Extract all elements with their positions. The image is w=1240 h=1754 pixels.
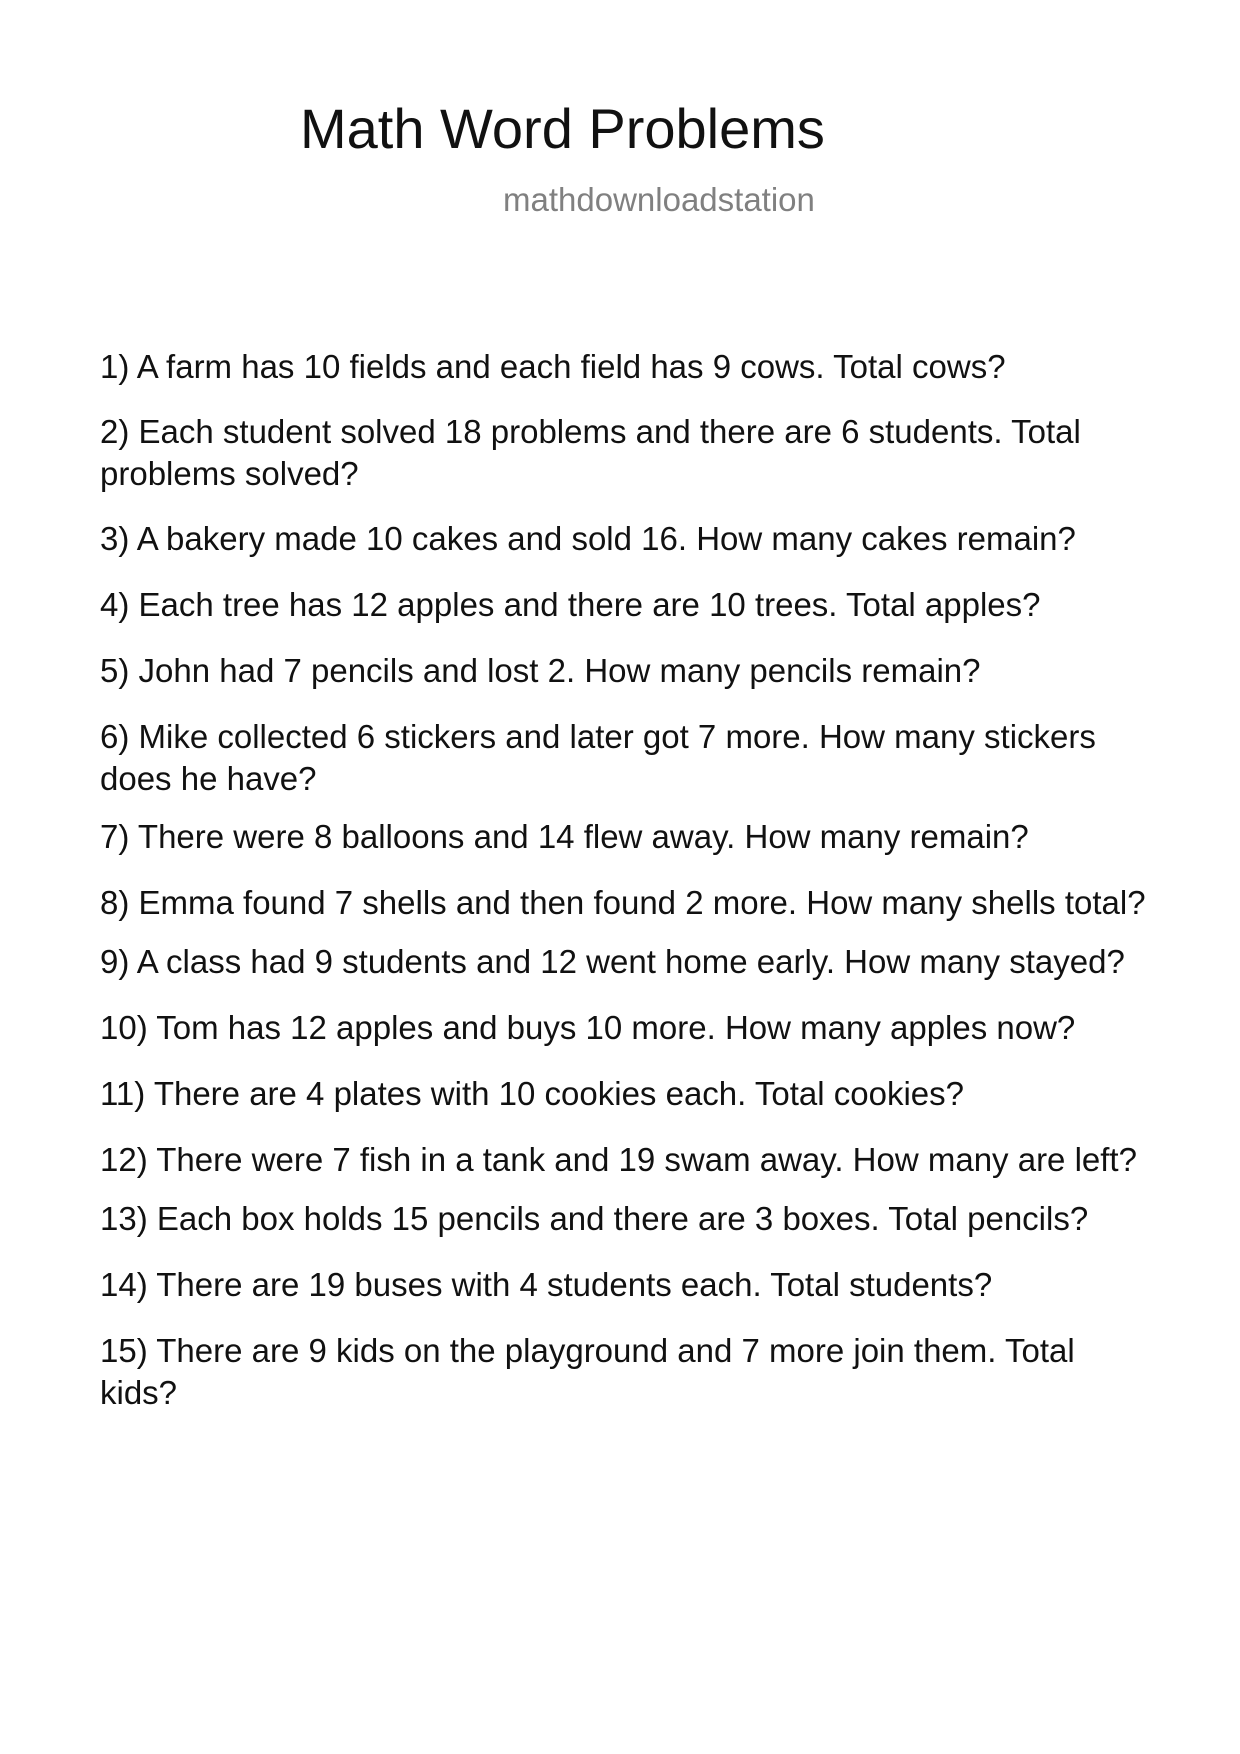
- problem-item-14: 14) There are 19 buses with 4 students each. Total students?: [100, 1266, 993, 1303]
- page-title: Math Word Problems: [300, 97, 825, 160]
- problem-item-8: 8) Emma found 7 shells and then found 2 more. How many shells total?: [100, 884, 1146, 921]
- problem-item-3: 3) A bakery made 10 cakes and sold 16. How many cakes remain?: [100, 520, 1076, 557]
- problem-item-12: 12) There were 7 fish in a tank and 19 swam away. How many are left?: [100, 1141, 1137, 1178]
- problem-item-4: 4) Each tree has 12 apples and there are 10 trees. Total apples?: [100, 586, 1041, 623]
- problem-item-11: 11) There are 4 plates with 10 cookies each. Total cookies?: [100, 1075, 965, 1112]
- problem-item-5: 5) John had 7 pencils and lost 2. How many pencils remain?: [100, 652, 981, 689]
- problem-item-1: 1) A farm has 10 fields and each field has 9 cows. Total cows?: [100, 348, 1006, 385]
- problem-item-10: 10) Tom has 12 apples and buys 10 more. How many apples now?: [100, 1009, 1076, 1046]
- problem-item-9: 9) A class had 9 students and 12 went home early. How many stayed?: [100, 943, 1125, 980]
- problem-item-7: 7) There were 8 balloons and 14 flew away. How many remain?: [100, 818, 1029, 855]
- problem-item-13: 13) Each box holds 15 pencils and there are 3 boxes. Total pencils?: [100, 1200, 1089, 1237]
- problem-list: [100, 346, 1160, 1414]
- problem-item-6: 6) Mike collected 6 stickers and later got 7 more. How many stickers does he have?: [100, 718, 1096, 797]
- page-subtitle: mathdownloadstation: [503, 181, 815, 218]
- problem-item-15: 15) There are 9 kids on the playground and 7 more join them. Total kids?: [100, 1332, 1075, 1411]
- problem-item-2: 2) Each student solved 18 problems and there are 6 students. Total problems solved?: [100, 413, 1081, 492]
